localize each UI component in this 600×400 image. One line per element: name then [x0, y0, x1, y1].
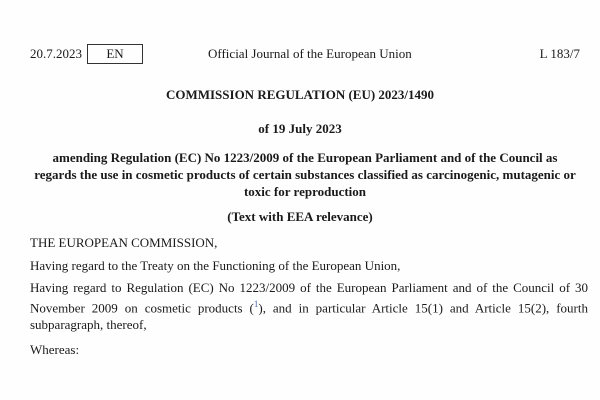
publication-date: 20.7.2023	[30, 46, 82, 61]
language-box: EN	[87, 44, 143, 64]
recital-text-start: Having regard to Regulation (EC) No 1223/2009 of the European Parliament and of the Council of 30 November 2009 on cosmetic products (	[30, 280, 588, 316]
commission-line: THE EUROPEAN COMMISSION,	[30, 235, 218, 250]
recital-text-end: ), and in particular Article 15(1) and Article 15(2), fourth subparagraph, thereof,	[30, 300, 588, 333]
journal-header	[30, 44, 580, 66]
regulation-recital	[30, 279, 588, 333]
page-reference: L 183/7	[539, 46, 580, 61]
regulation-date: of 19 July 2023	[258, 121, 342, 136]
regulation-title: COMMISSION REGULATION (EU) 2023/1490	[165, 87, 435, 102]
eea-relevance: (Text with EEA relevance)	[227, 209, 373, 224]
journal-title: Official Journal of the European Union	[208, 46, 412, 61]
amending-subtitle: amending Regulation (EC) No 1223/2009 of the European Parliament and of the Council as regards the use in cosmetic products of certain substances classified as carcinogenic, mutagenic or toxic for reproduction	[34, 150, 576, 199]
treaty-recital: Having regard to the Treaty on the Functioning of the European Union,	[30, 258, 401, 273]
footnote-link[interactable]: 1	[253, 299, 259, 309]
whereas-line: Whereas:	[30, 342, 80, 357]
